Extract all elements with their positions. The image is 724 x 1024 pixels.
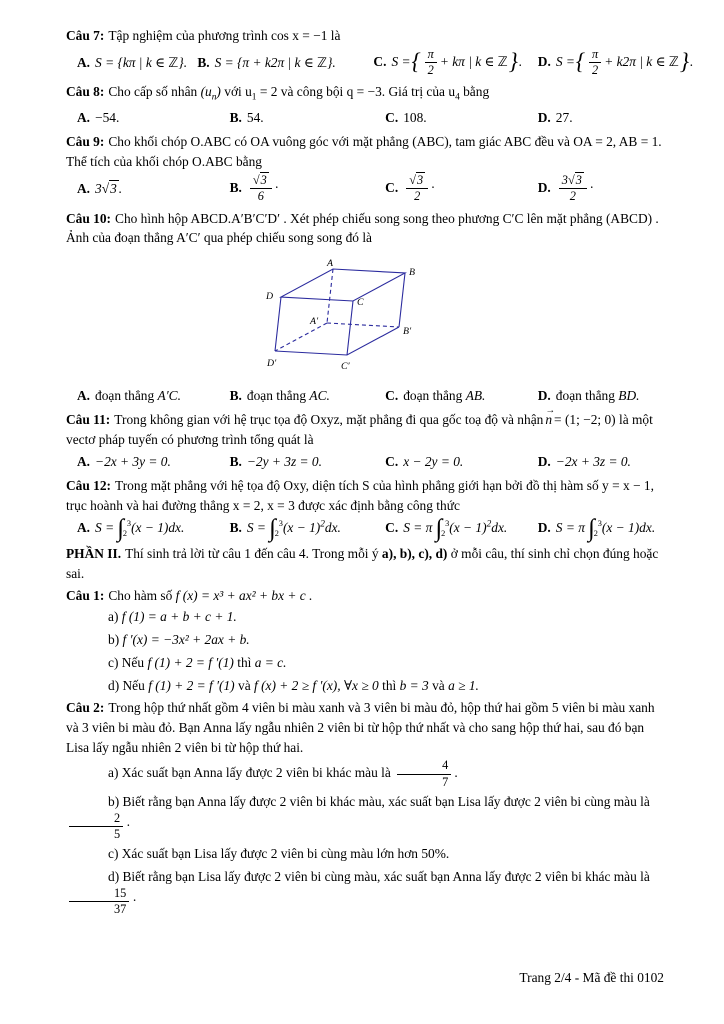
stem-text: = 2 và công bội q = −3. Giá trị của u (259, 84, 456, 100)
option-c (385, 452, 538, 472)
option-d-label: D. (537, 387, 551, 403)
item-label: d) (108, 677, 120, 693)
parallelepiped-diagram (263, 256, 468, 378)
label-B: B (408, 266, 415, 278)
u-close: ) (216, 84, 221, 100)
edge-A1D1-hidden (275, 323, 327, 351)
lower-limit: 2 (274, 528, 279, 538)
question-11-stem (66, 405, 664, 449)
question-8-options (66, 108, 664, 128)
item-text: thì (382, 677, 397, 693)
option-b-text: −2y + 3z = 0. (246, 453, 322, 469)
part2-intro-end: ở mỗi câu, thí sinh chỉ chọn đúng hoặc sai. (66, 546, 659, 581)
option-c-label: C. (385, 179, 399, 195)
item-text: và (432, 677, 445, 693)
option-b-math: AC. (309, 387, 330, 403)
fraction-numerator: 15 (69, 887, 129, 902)
option-a-label: A. (77, 180, 91, 196)
edge-DD1 (275, 297, 281, 351)
integrand: (x − 1)dx. (601, 519, 656, 535)
part2-intro: Thí sinh trả lời từ câu 1 đến câu 4. Trong mỗi ý (125, 546, 379, 562)
integral (435, 515, 450, 543)
fraction-denominator: 6 (257, 189, 264, 204)
option-b (197, 53, 373, 73)
integral-limits (593, 518, 602, 539)
option-b (230, 452, 386, 472)
option-a-text (95, 180, 122, 196)
option-d (538, 174, 664, 204)
period: . (454, 765, 458, 781)
question-10-text: Cho hình hộp ABCD.A′B′C′D′ . Xét phép chiếu song song theo phương C′C lên mặt phẳng (ABCD) . Ảnh của đoạn thẳng A′C′ qua phép chiếu song song đó là (66, 210, 659, 246)
normal-vector (545, 405, 556, 430)
integral-limits (274, 518, 283, 539)
integral-sign: ∫ (435, 515, 443, 543)
brace-open: { (575, 49, 586, 75)
exponent: 2 (486, 519, 492, 530)
fraction-denominator: 37 (114, 902, 127, 916)
question-12-stem (66, 476, 664, 515)
option-d (538, 452, 664, 472)
option-c (385, 386, 538, 406)
p2q1-stem (66, 586, 664, 606)
question-8-label: Câu 8: (66, 84, 105, 100)
option-b (229, 515, 386, 543)
part2-question-1 (66, 586, 664, 696)
subscript-1: 1 (251, 93, 257, 103)
part2-header (66, 544, 664, 583)
question-7-options (66, 46, 694, 78)
question-10-options (66, 386, 664, 406)
fraction-denominator: 2 (569, 189, 576, 204)
integral-sign: ∫ (117, 515, 124, 543)
p2q2-stem (66, 698, 664, 757)
item-math: f ′(x) = −3x² + 2ax + b. (122, 632, 250, 648)
differential: dx. (324, 519, 341, 535)
question-12 (66, 476, 664, 543)
option-c-label: C. (373, 53, 387, 69)
question-9-text: Cho khối chóp O.ABC có OA vuông góc với mặt phẳng (ABC), tam giác ABC đều và OA = 2, AB = 1. Thể tích của khối chóp O.ABC bằng (66, 134, 662, 170)
fraction-numerator (559, 174, 587, 189)
integral-prefix: S = π (403, 519, 433, 535)
option-b-label: B. (229, 179, 242, 195)
lower-limit: 2 (122, 528, 128, 538)
subscript-n: n (211, 93, 217, 103)
set-body: + k2π | k ∈ ℤ (604, 53, 679, 69)
edge-A1B1-hidden (327, 323, 399, 327)
fraction (406, 174, 428, 204)
sqrt-sign: √ (567, 172, 575, 187)
option-d-label: D. (537, 519, 551, 535)
label-A1: A′ (309, 315, 318, 327)
item-math: f (1) + 2 = f ′(1) (148, 677, 235, 693)
stem-math: f (x) = x³ + ax² + bx + c . (175, 587, 313, 603)
fraction (559, 174, 587, 204)
option-d (538, 108, 664, 128)
question-12-text: Trong mặt phẳng với hệ tọa độ Oxy, diện tích S của hình phẳng giới hạn bởi đồ thị hàm số y = x − 1, trục hoành và hai đường thẳng x = 2, x = 3 được xác định bằng công thức (66, 478, 654, 514)
option-d (537, 515, 664, 543)
period: . (118, 180, 123, 196)
option-a-label: A. (77, 387, 91, 403)
item-text: c) Xác suất bạn Lisa lấy được 2 viên bi cùng màu lớn hơn 50%. (108, 846, 450, 862)
coefficient: 3 (561, 172, 568, 187)
p2q2-item-c (66, 844, 664, 864)
edge-AA1-hidden (327, 269, 333, 323)
option-d (537, 46, 694, 78)
option-c-text: 108. (403, 109, 427, 125)
p2q2-text: Trong hộp thứ nhất gồm 4 viên bi màu xanh và 3 viên bi màu đỏ, hộp thứ hai gồm 5 viên bi màu xanh và 3 viên bi màu đỏ. Bạn Anna lấy ngẫu nhiên 2 viên bi từ hộp thứ nhất và cho sang hộp thứ hai, sau đó bạn Lisa lấy ngẫu nhiên 2 viên bi từ hộp thứ hai. (66, 700, 655, 755)
option-d (538, 386, 664, 406)
question-10 (66, 209, 664, 406)
integral-sign: ∫ (587, 515, 595, 543)
integrand: (x − 1)dx. (131, 519, 185, 535)
question-10-stem (66, 209, 664, 248)
u-open: (u (200, 84, 212, 100)
integral-prefix: S = (246, 519, 266, 535)
p2q1-item-d (66, 676, 664, 696)
question-8-stem (66, 82, 664, 105)
question-11-label: Câu 11: (66, 412, 111, 428)
option-b-label: B. (229, 109, 242, 125)
item-math: b = 3 (399, 677, 429, 693)
option-a-label: A. (77, 453, 91, 469)
p2q2-item-b (66, 792, 664, 841)
option-d-text: 27. (555, 109, 573, 125)
option-c-label: C. (385, 109, 399, 125)
option-b-label: B. (229, 519, 242, 535)
sqrt (253, 172, 269, 187)
item-label: a) (108, 609, 119, 625)
fraction-denominator: 2 (592, 63, 599, 78)
question-11 (66, 405, 664, 471)
fraction (250, 174, 272, 204)
option-b-label: B. (197, 54, 210, 70)
brace-close: } (679, 49, 689, 75)
fraction-numerator (406, 174, 428, 189)
radicand: 3 (110, 180, 117, 196)
question-8 (66, 82, 664, 127)
question-7-text: Tập nghiệm của phương trình cos x = −1 là (108, 28, 341, 43)
integral-limits (122, 518, 132, 539)
lower-limit: 2 (593, 528, 598, 538)
fraction-denominator: 2 (414, 189, 421, 204)
option-d-label: D. (537, 453, 551, 469)
brace-open: { (411, 49, 421, 75)
item-math: a = c. (254, 654, 287, 670)
integral (117, 515, 132, 543)
option-b (230, 108, 386, 128)
option-c (385, 108, 538, 128)
fraction-numerator (250, 174, 272, 189)
p2q1-item-a (66, 607, 664, 627)
option-a-math: A′C. (157, 387, 181, 403)
option-d-label: D. (537, 53, 551, 69)
top-face (281, 269, 405, 301)
subscript-4: 4 (455, 93, 460, 103)
p2q2-item-a (66, 759, 664, 789)
p2q2-label: Câu 2: (66, 700, 105, 716)
vector-arrow: → (545, 405, 556, 417)
fraction-numerator: 2 (69, 812, 123, 827)
option-a (77, 452, 230, 472)
item-text: Nếu (122, 677, 145, 693)
option-b-text (246, 515, 341, 543)
option-c-label: C. (385, 387, 399, 403)
item-math: f (x) + 2 ≥ f ′(x), ∀x ≥ 0 (254, 677, 379, 693)
option-a-label: A. (77, 109, 91, 125)
option-a-text: đoạn thẳng (95, 387, 155, 403)
exponent: 2 (320, 519, 325, 530)
item-math: f (1) + 2 = f ′(1) (147, 654, 234, 670)
integral-prefix: S = π (555, 519, 585, 535)
item-label: c) (108, 654, 119, 670)
stem-text: bằng (463, 84, 490, 100)
option-c-text (391, 46, 523, 78)
fraction (425, 48, 437, 78)
edge-CC1 (347, 301, 353, 355)
label-A: A (326, 257, 333, 269)
fraction (69, 887, 129, 917)
option-a-text: S = {kπ | k ∈ ℤ}. (95, 54, 188, 70)
option-c-label: C. (385, 453, 399, 469)
option-d-text: đoạn thẳng (555, 387, 615, 403)
option-a (77, 515, 230, 543)
sqrt-sign: √ (252, 172, 260, 187)
set-prefix: S = (391, 53, 411, 69)
radicand: 3 (416, 172, 424, 187)
option-d-math: BD. (618, 387, 640, 403)
vector-n: n (545, 412, 553, 428)
fraction (397, 759, 451, 789)
fraction (69, 812, 123, 842)
fraction-numerator: π (589, 48, 601, 63)
sqrt (409, 172, 425, 187)
edge-BB1 (399, 273, 405, 327)
integral-prefix: S = (95, 519, 115, 535)
lower-limit: 2 (441, 528, 446, 538)
period: · (274, 179, 279, 195)
label-C1: C′ (340, 360, 350, 372)
option-a-text: −2x + 3y = 0. (95, 453, 171, 469)
option-d-text (555, 46, 694, 78)
sequence-symbol (200, 84, 221, 103)
set-body: + kπ | k ∈ ℤ (439, 53, 508, 69)
period: . (689, 53, 694, 69)
upper-limit: 3 (445, 518, 450, 528)
question-9-label: Câu 9: (66, 134, 105, 150)
p2q2-item-d (66, 867, 664, 916)
option-c-math: AB. (465, 387, 486, 403)
period: · (132, 892, 137, 908)
set-prefix: S = (555, 53, 575, 69)
option-b-text (247, 172, 279, 204)
period: . (518, 53, 523, 69)
integral-limits (441, 518, 450, 539)
item-text: và (238, 677, 251, 693)
option-b-text: 54. (246, 109, 264, 125)
item-math: a ≥ 1. (448, 677, 479, 693)
integrand: (x − 1) (282, 519, 321, 535)
integrand: (x − 1) (449, 519, 487, 535)
option-b-label: B. (229, 387, 242, 403)
sqrt-sign: √ (101, 180, 110, 196)
fraction-denominator: 5 (114, 826, 121, 841)
option-a (77, 386, 230, 406)
label-D1: D′ (266, 357, 276, 369)
upper-limit: 3 (597, 518, 602, 528)
item-text: d) Biết rằng bạn Lisa lấy được 2 viên bi cùng màu, xác suất bạn Anna lấy được 2 viên bi khác màu là (108, 868, 650, 884)
question-11-options (66, 452, 664, 472)
fraction-numerator: π (425, 48, 437, 63)
p2q1-item-c (66, 653, 664, 673)
part2-intro-bold: a), b), c), d) (381, 546, 448, 562)
period: · (126, 817, 131, 833)
fraction (589, 48, 601, 78)
item-text: thì (237, 654, 252, 670)
option-d-text (556, 172, 594, 204)
label-C: C (356, 296, 364, 308)
p2q1-item-b (66, 630, 664, 650)
option-b-text: S = {π + k2π | k ∈ ℤ}. (214, 54, 336, 70)
option-c-text (403, 515, 508, 543)
question-12-label: Câu 12: (66, 478, 112, 494)
sqrt (568, 172, 584, 187)
item-math: f (1) = a + b + c + 1. (121, 609, 237, 625)
part2-question-2 (66, 698, 664, 916)
option-b-text: đoạn thẳng (246, 387, 307, 403)
option-c-text: đoạn thẳng (403, 387, 463, 403)
period: · (431, 179, 435, 195)
question-9 (66, 132, 664, 203)
option-c-label: C. (385, 519, 399, 535)
item-text: a) Xác suất bạn Anna lấy được 2 viên bi khác màu là (108, 765, 391, 781)
option-d-text: −2x + 3z = 0. (555, 453, 631, 469)
item-text: b) Biết rằng bạn Anna lấy được 2 viên bi khác màu, xác suất bạn Lisa lấy được 2 viên bi cùng màu là (108, 793, 650, 809)
option-d-label: D. (537, 109, 551, 125)
option-b-label: B. (229, 453, 242, 469)
sqrt (102, 180, 119, 196)
option-a (77, 53, 197, 73)
fraction-numerator: 4 (397, 759, 451, 774)
p2q1-label: Câu 1: (66, 587, 105, 603)
stem-text: Trong không gian với hệ trục tọa độ Oxyz, mặt phẳng đi qua gốc toạ độ và nhận (114, 412, 544, 428)
option-c (373, 48, 537, 78)
option-b (230, 174, 386, 204)
stem-text: = (1; −2; 0) là một vectơ pháp tuyến có phương trình tổng quát là (66, 412, 653, 448)
option-a (77, 179, 230, 199)
hidden-edges (275, 269, 399, 351)
sqrt-sign: √ (409, 172, 416, 187)
option-a-label: A. (77, 519, 91, 535)
fraction-denominator: 2 (427, 63, 434, 78)
option-d-label: D. (537, 179, 551, 195)
option-a-label: A. (77, 54, 91, 70)
q10-box-figure (66, 256, 664, 384)
question-9-stem (66, 132, 664, 171)
page-footer: Trang 2/4 - Mã đề thi 0102 (519, 970, 664, 986)
differential: dx. (491, 519, 508, 535)
radicand: 3 (575, 172, 582, 187)
integral (587, 515, 602, 543)
option-a-text (95, 515, 185, 543)
question-7-stem (66, 26, 664, 46)
integral-sign: ∫ (268, 515, 276, 543)
part2-label: PHẦN II. (66, 546, 122, 562)
question-12-options (66, 515, 664, 543)
label-D: D (265, 290, 273, 302)
item-text: Nếu (121, 654, 145, 670)
stem-text: Cho hàm số (108, 587, 173, 603)
question-7 (66, 26, 694, 78)
upper-limit: 3 (126, 518, 132, 528)
option-c-text (403, 172, 435, 204)
option-c (385, 174, 538, 204)
option-c-text: x − 2y = 0. (403, 453, 464, 469)
question-9-options (66, 174, 664, 204)
question-7-label: Câu 7: (66, 28, 105, 43)
fraction-denominator: 7 (442, 774, 449, 789)
period: · (589, 179, 594, 195)
question-10-label: Câu 10: (66, 210, 112, 226)
stem-text: Cho cấp số nhân (108, 84, 198, 100)
option-a (77, 108, 230, 128)
option-b (230, 386, 386, 406)
option-d-text (555, 515, 656, 543)
integral (268, 515, 283, 543)
option-c (385, 515, 538, 543)
item-label: b) (108, 632, 120, 648)
brace-close: } (508, 49, 518, 75)
upper-limit: 3 (278, 518, 283, 528)
label-B1: B′ (402, 325, 411, 337)
coefficient: 3 (95, 180, 102, 196)
radicand: 3 (260, 172, 267, 187)
option-a-text: −54. (95, 109, 120, 125)
stem-text: với u (224, 84, 252, 100)
